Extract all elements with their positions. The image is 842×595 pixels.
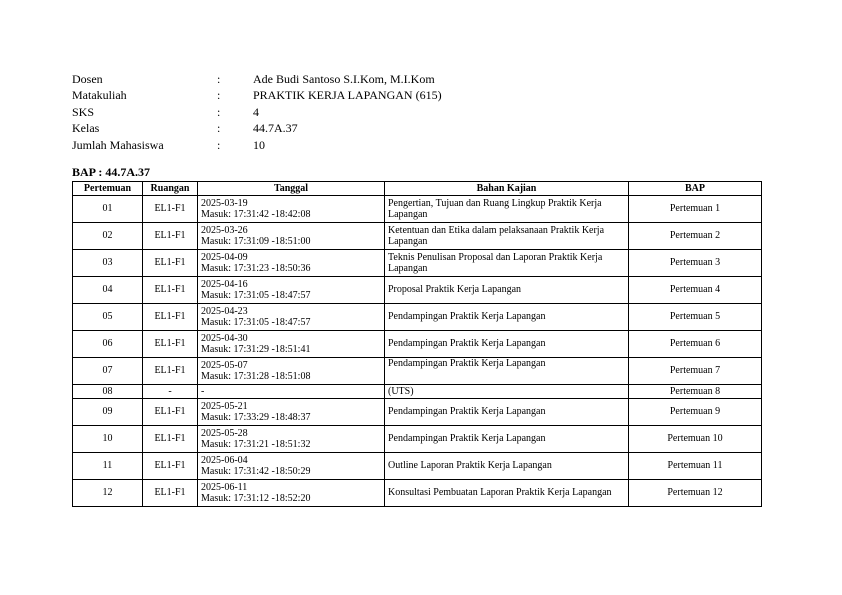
tanggal-masuk: Masuk: 17:31:42 -18:50:29 bbox=[201, 466, 311, 477]
tanggal-cell bbox=[198, 250, 385, 277]
tanggal-date: 2025-04-23 bbox=[201, 305, 248, 317]
bahan-kajian-cell: Pengertian, Tujuan dan Ruang Lingkup Praktik Kerja Lapangan bbox=[385, 196, 629, 223]
tanggal-date: 2025-03-26 bbox=[201, 224, 248, 236]
info-label: Matakuliah bbox=[72, 88, 127, 103]
tanggal-cell bbox=[198, 331, 385, 358]
bahan-kajian-cell: Pendampingan Praktik Kerja Lapangan bbox=[385, 426, 629, 453]
tanggal-cell bbox=[198, 385, 385, 399]
table-row bbox=[73, 250, 762, 277]
course-info bbox=[72, 71, 442, 153]
bap-link[interactable]: Pertemuan 5 bbox=[629, 304, 762, 331]
table-row bbox=[73, 453, 762, 480]
tanggal-cell bbox=[198, 399, 385, 426]
info-label: Kelas bbox=[72, 121, 100, 136]
ruangan-cell: EL1-F1 bbox=[143, 223, 198, 250]
info-value: 44.7A.37 bbox=[253, 121, 298, 136]
bahan-kajian-cell: Outline Laporan Praktik Kerja Lapangan bbox=[385, 453, 629, 480]
info-colon: : bbox=[217, 88, 221, 103]
ruangan-cell: EL1-F1 bbox=[143, 304, 198, 331]
bap-link[interactable]: Pertemuan 8 bbox=[629, 385, 762, 399]
tanggal-masuk: Masuk: 17:31:05 -18:47:57 bbox=[201, 317, 311, 328]
tanggal-cell bbox=[198, 304, 385, 331]
info-value: 10 bbox=[253, 137, 265, 152]
info-row-dosen bbox=[72, 71, 442, 87]
info-row-jumlah-mahasiswa bbox=[72, 137, 442, 153]
tanggal-masuk: Masuk: 17:31:42 -18:42:08 bbox=[201, 209, 311, 220]
bahan-kajian-cell: Pendampingan Praktik Kerja Lapangan bbox=[385, 331, 629, 358]
header-bap: BAP bbox=[629, 182, 762, 196]
table-row bbox=[73, 331, 762, 358]
tanggal-masuk: Masuk: 17:31:12 -18:52:20 bbox=[201, 493, 311, 504]
table-row bbox=[73, 196, 762, 223]
bahan-kajian-cell: Pendampingan Praktik Kerja Lapangan bbox=[385, 358, 629, 385]
pertemuan-cell: 02 bbox=[73, 223, 143, 250]
ruangan-cell: EL1-F1 bbox=[143, 358, 198, 385]
header-pertemuan: Pertemuan bbox=[73, 182, 143, 196]
table-row bbox=[73, 223, 762, 250]
tanggal-masuk: Masuk: 17:31:29 -18:51:41 bbox=[201, 344, 311, 355]
bap-link[interactable]: Pertemuan 3 bbox=[629, 250, 762, 277]
pertemuan-cell: 10 bbox=[73, 426, 143, 453]
tanggal-masuk: Masuk: 17:33:29 -18:48:37 bbox=[201, 412, 311, 423]
pertemuan-cell: 05 bbox=[73, 304, 143, 331]
tanggal-cell bbox=[198, 196, 385, 223]
table-row bbox=[73, 480, 762, 507]
header-ruangan: Ruangan bbox=[143, 182, 198, 196]
ruangan-cell: EL1-F1 bbox=[143, 426, 198, 453]
ruangan-cell: EL1-F1 bbox=[143, 331, 198, 358]
tanggal-date: 2025-06-11 bbox=[201, 481, 248, 493]
pertemuan-cell: 07 bbox=[73, 358, 143, 385]
bahan-kajian-cell: Ketentuan dan Etika dalam pelaksanaan Praktik Kerja Lapangan bbox=[385, 223, 629, 250]
ruangan-cell: - bbox=[143, 385, 198, 399]
tanggal-masuk: Masuk: 17:31:23 -18:50:36 bbox=[201, 263, 311, 274]
table-row bbox=[73, 304, 762, 331]
bap-table bbox=[72, 181, 762, 507]
tanggal-date: - bbox=[201, 385, 205, 397]
ruangan-cell: EL1-F1 bbox=[143, 399, 198, 426]
bap-title: BAP : 44.7A.37 bbox=[72, 165, 150, 179]
pertemuan-cell: 09 bbox=[73, 399, 143, 426]
ruangan-cell: EL1-F1 bbox=[143, 480, 198, 507]
bap-link[interactable]: Pertemuan 12 bbox=[629, 480, 762, 507]
pertemuan-cell: 08 bbox=[73, 385, 143, 399]
pertemuan-cell: 06 bbox=[73, 331, 143, 358]
table-row bbox=[73, 277, 762, 304]
header-bahan-kajian: Bahan Kajian bbox=[385, 182, 629, 196]
tanggal-masuk: Masuk: 17:31:21 -18:51:32 bbox=[201, 439, 311, 450]
tanggal-masuk: Masuk: 17:31:09 -18:51:00 bbox=[201, 236, 311, 247]
bap-link[interactable]: Pertemuan 7 bbox=[629, 358, 762, 385]
bap-link[interactable]: Pertemuan 1 bbox=[629, 196, 762, 223]
ruangan-cell: EL1-F1 bbox=[143, 196, 198, 223]
bahan-kajian-cell: Teknis Penulisan Proposal dan Laporan Praktik Kerja Lapangan bbox=[385, 250, 629, 277]
info-row-sks bbox=[72, 104, 442, 120]
tanggal-date: 2025-04-09 bbox=[201, 251, 248, 263]
tanggal-date: 2025-06-04 bbox=[201, 454, 248, 466]
info-colon: : bbox=[217, 137, 221, 152]
table-row bbox=[73, 358, 762, 385]
info-label: SKS bbox=[72, 104, 95, 119]
tanggal-cell bbox=[198, 426, 385, 453]
info-value: Ade Budi Santoso S.I.Kom, M.I.Kom bbox=[253, 72, 435, 86]
pertemuan-cell: 03 bbox=[73, 250, 143, 277]
pertemuan-cell: 01 bbox=[73, 196, 143, 223]
info-colon: : bbox=[217, 72, 221, 86]
tanggal-cell bbox=[198, 223, 385, 250]
ruangan-cell: EL1-F1 bbox=[143, 453, 198, 480]
info-colon: : bbox=[217, 104, 221, 119]
ruangan-cell: EL1-F1 bbox=[143, 250, 198, 277]
tanggal-cell bbox=[198, 277, 385, 304]
info-colon: : bbox=[217, 121, 221, 136]
tanggal-cell bbox=[198, 358, 385, 385]
bap-link[interactable]: Pertemuan 2 bbox=[629, 223, 762, 250]
tanggal-masuk: Masuk: 17:31:28 -18:51:08 bbox=[201, 371, 311, 382]
table-row bbox=[73, 399, 762, 426]
info-row-matakuliah bbox=[72, 87, 442, 103]
bap-link[interactable]: Pertemuan 4 bbox=[629, 277, 762, 304]
info-value: 4 bbox=[253, 104, 259, 119]
bap-link[interactable]: Pertemuan 9 bbox=[629, 399, 762, 426]
pertemuan-cell: 11 bbox=[73, 453, 143, 480]
tanggal-date: 2025-03-19 bbox=[201, 197, 248, 209]
info-value: PRAKTIK KERJA LAPANGAN (615) bbox=[253, 88, 442, 103]
tanggal-date: 2025-05-21 bbox=[201, 400, 248, 412]
tanggal-masuk: Masuk: 17:31:05 -18:47:57 bbox=[201, 290, 311, 301]
pertemuan-cell: 04 bbox=[73, 277, 143, 304]
bahan-kajian-cell: Konsultasi Pembuatan Laporan Praktik Kerja Lapangan bbox=[385, 480, 629, 507]
bap-link[interactable]: Pertemuan 11 bbox=[629, 453, 762, 480]
table-row bbox=[73, 426, 762, 453]
tanggal-date: 2025-05-28 bbox=[201, 427, 248, 439]
bap-link[interactable]: Pertemuan 6 bbox=[629, 331, 762, 358]
bahan-kajian-cell: (UTS) bbox=[385, 385, 629, 399]
bahan-kajian-cell: Pendampingan Praktik Kerja Lapangan bbox=[385, 399, 629, 426]
info-label: Jumlah Mahasiswa bbox=[72, 137, 164, 152]
header-tanggal: Tanggal bbox=[198, 182, 385, 196]
tanggal-date: 2025-05-07 bbox=[201, 359, 248, 371]
tanggal-date: 2025-04-30 bbox=[201, 332, 248, 344]
tanggal-date: 2025-04-16 bbox=[201, 278, 248, 290]
bahan-kajian-cell: Pendampingan Praktik Kerja Lapangan bbox=[385, 304, 629, 331]
tanggal-cell bbox=[198, 453, 385, 480]
table-header-row bbox=[73, 182, 762, 196]
table-row bbox=[73, 385, 762, 399]
info-label: Dosen bbox=[72, 72, 103, 86]
pertemuan-cell: 12 bbox=[73, 480, 143, 507]
bahan-kajian-cell: Proposal Praktik Kerja Lapangan bbox=[385, 277, 629, 304]
info-row-kelas bbox=[72, 120, 442, 136]
tanggal-cell bbox=[198, 480, 385, 507]
ruangan-cell: EL1-F1 bbox=[143, 277, 198, 304]
bap-link[interactable]: Pertemuan 10 bbox=[629, 426, 762, 453]
